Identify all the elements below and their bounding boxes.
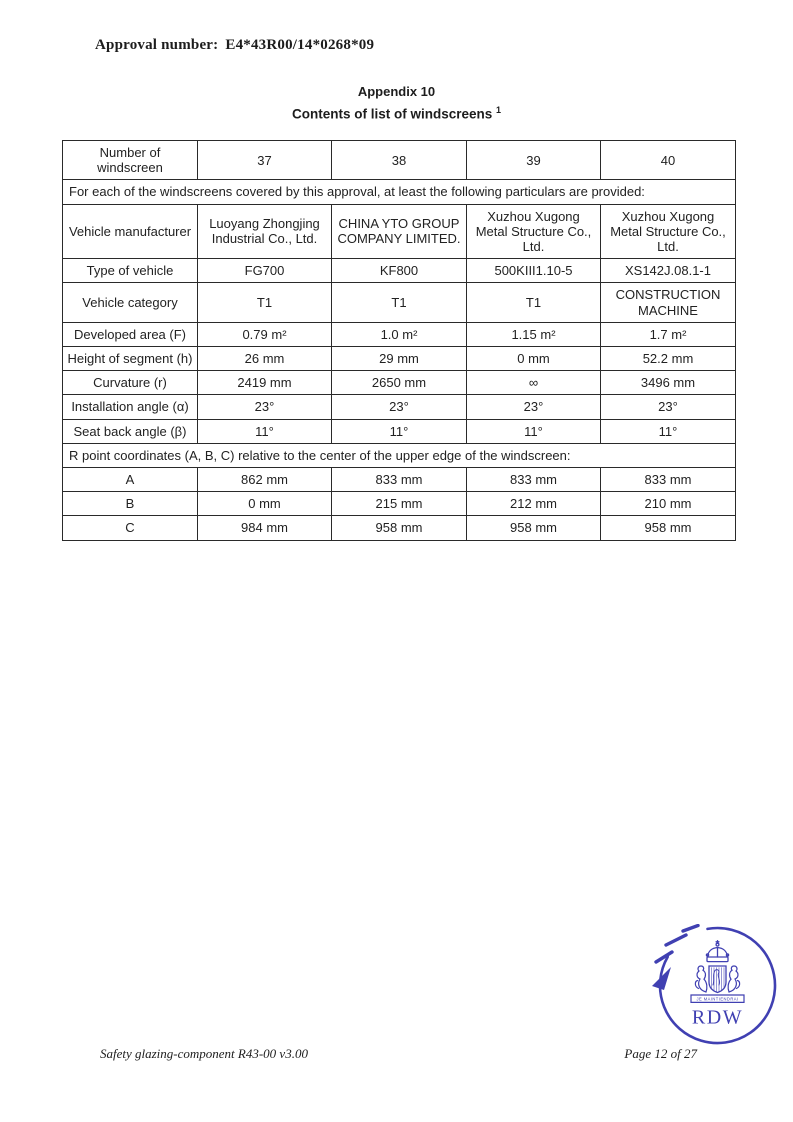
table-row-segment-height <box>63 347 736 371</box>
rdw-stamp <box>648 924 786 1048</box>
cell-value: 862 mm <box>198 468 332 492</box>
cell-value: 833 mm <box>601 468 736 492</box>
cell-value: 29 mm <box>332 347 467 371</box>
note-cell: For each of the windscreens covered by this approval, at least the following particulars are provided: <box>63 180 736 204</box>
row-label: B <box>63 492 198 516</box>
motto-banner <box>691 995 744 1002</box>
row-label: Seat back angle (β) <box>63 419 198 443</box>
row-label: Vehicle manufacturer <box>63 204 198 259</box>
cell-value: FG700 <box>198 259 332 283</box>
cell-number-38: 38 <box>332 141 467 180</box>
table-row-curvature <box>63 371 736 395</box>
cell-value: 1.0 m² <box>332 322 467 346</box>
cell-value: 23° <box>601 395 736 419</box>
footer-page-number: Page 12 of 27 <box>624 1046 697 1061</box>
table-row-note <box>63 180 736 204</box>
row-label: Curvature (r) <box>63 371 198 395</box>
appendix-title: Appendix 10 <box>357 84 436 99</box>
rdw-text: RDW <box>691 1006 744 1029</box>
cell-value: 23° <box>332 395 467 419</box>
cell-value: 212 mm <box>467 492 601 516</box>
table-row-rpoint-note <box>63 443 736 467</box>
cell-value: 833 mm <box>332 468 467 492</box>
approval-label: Approval number: <box>95 37 219 53</box>
cell-value: 11° <box>467 419 601 443</box>
table-row-vehicle-type <box>63 259 736 283</box>
cell-value: 833 mm <box>467 468 601 492</box>
motto-text: JE MAINTIENDRAI <box>696 996 739 1002</box>
cell-value: 958 mm <box>601 516 736 540</box>
cell-value: ∞ <box>467 371 601 395</box>
cell-value: 23° <box>467 395 601 419</box>
cell-value: 11° <box>332 419 467 443</box>
lion-left-icon <box>695 966 707 992</box>
table-row-installation-angle <box>63 395 736 419</box>
table-row-number <box>63 141 736 180</box>
speed-dashes-icon <box>656 926 698 963</box>
cell-value: CONSTRUCTION MACHINE <box>601 283 736 322</box>
cell-value: Luoyang Zhongjing Industrial Co., Ltd. <box>198 204 332 259</box>
row-label: Installation angle (α) <box>63 395 198 419</box>
footer-document-name: Safety glazing-component R43-00 v3.00 <box>100 1046 308 1061</box>
cell-value: 0 mm <box>198 492 332 516</box>
row-label: A <box>63 468 198 492</box>
cell-number-39: 39 <box>467 141 601 180</box>
cell-value: 23° <box>198 395 332 419</box>
subtitle-text: Contents of list of windscreens <box>291 106 493 122</box>
cell-value: 26 mm <box>198 347 332 371</box>
cell-value: 3496 mm <box>601 371 736 395</box>
table-row-B <box>63 492 736 516</box>
subtitle-footnote-ref: 1 <box>496 105 502 115</box>
row-label: Type of vehicle <box>63 259 198 283</box>
crown-icon <box>706 941 728 962</box>
cell-value: 52.2 mm <box>601 347 736 371</box>
cell-value: 958 mm <box>467 516 601 540</box>
cell-value: 11° <box>198 419 332 443</box>
cell-value: T1 <box>332 283 467 322</box>
cell-value: CHINA YTO GROUP COMPANY LIMITED. <box>332 204 467 259</box>
row-label: Number of windscreen <box>63 141 198 180</box>
table-row-C <box>63 516 736 540</box>
row-label: Height of segment (h) <box>63 347 198 371</box>
cell-value: 210 mm <box>601 492 736 516</box>
cell-value: 1.15 m² <box>467 322 601 346</box>
table-row-vehicle-category <box>63 283 736 322</box>
rpoint-note-cell: R point coordinates (A, B, C) relative to the center of the upper edge of the windscreen: <box>63 443 736 467</box>
cell-value: T1 <box>198 283 332 322</box>
cell-value: 1.7 m² <box>601 322 736 346</box>
cell-value: 2650 mm <box>332 371 467 395</box>
approval-number-line <box>95 37 374 54</box>
page-subtitle <box>0 105 793 122</box>
cell-value: Xuzhou Xugong Metal Structure Co., Ltd. <box>601 204 736 259</box>
cell-value: Xuzhou Xugong Metal Structure Co., Ltd. <box>467 204 601 259</box>
row-label: Vehicle category <box>63 283 198 322</box>
shield-icon <box>709 966 726 993</box>
cell-number-37: 37 <box>198 141 332 180</box>
table-row-developed-area <box>63 322 736 346</box>
cell-value: 984 mm <box>198 516 332 540</box>
table-row-A <box>63 468 736 492</box>
lion-right-icon <box>728 966 740 992</box>
table-row-seat-back-angle <box>63 419 736 443</box>
cell-value: KF800 <box>332 259 467 283</box>
approval-number: E4*43R00/14*0268*09 <box>225 37 375 53</box>
cell-value: 215 mm <box>332 492 467 516</box>
row-label: C <box>63 516 198 540</box>
row-label: Developed area (F) <box>63 322 198 346</box>
cell-value: XS142J.08.1-1 <box>601 259 736 283</box>
cell-value: 11° <box>601 419 736 443</box>
cell-value: 0 mm <box>467 347 601 371</box>
cell-value: 2419 mm <box>198 371 332 395</box>
cell-value: 500KIII1.10-5 <box>467 259 601 283</box>
cell-value: T1 <box>467 283 601 322</box>
cell-value: 0.79 m² <box>198 322 332 346</box>
windscreen-table <box>62 140 736 541</box>
table-row-manufacturer <box>63 204 736 259</box>
cell-value: 958 mm <box>332 516 467 540</box>
cell-number-40: 40 <box>601 141 736 180</box>
